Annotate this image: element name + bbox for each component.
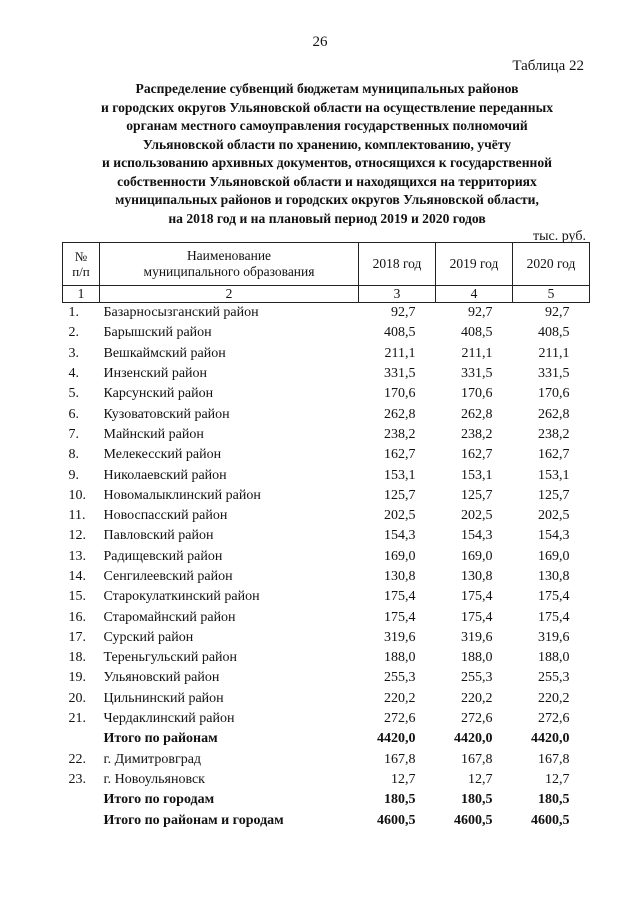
value-2018: 4420,0 [377,731,416,747]
header-number [63,243,100,286]
value-2018: 272,6 [384,711,416,727]
value-2020: 170,6 [538,386,570,402]
title-line: и городских округов Ульяновской области на осуществление переданных [101,99,553,115]
municipality-name: г. Новоульяновск [103,771,205,787]
column-index: 5 [513,286,590,303]
value-2018: 220,2 [384,690,416,706]
municipality-name: Итого по городам [103,792,215,808]
table-row [63,384,590,404]
value-2018: 92,7 [391,305,416,321]
value-2018: 130,8 [384,569,416,584]
table-row [63,607,590,627]
value-2019: 175,4 [461,609,493,625]
value-2018: 255,3 [384,670,416,686]
value-2019: 125,7 [461,487,493,503]
column-index: 1 [63,286,100,303]
value-2020: 167,8 [538,751,570,767]
row-number: 12. [68,528,86,544]
table-row [63,648,590,668]
value-2019: 162,7 [461,447,493,463]
value-2018: 125,7 [384,487,416,503]
value-2019: 211,1 [461,345,493,361]
column-index: 4 [436,286,513,303]
row-number: 15. [68,589,86,605]
municipality-name: Тереньгульский район [103,650,238,666]
municipality-name: Мелекесский район [103,447,222,463]
header-2019: 2019 год [436,243,513,286]
row-number [63,729,100,749]
municipality-name: Радищевский район [103,548,223,564]
municipality-name: г. Димитровград [103,751,202,767]
value-2019: 130,8 [461,569,493,584]
municipality-name: Сенгилеевский район [103,569,233,584]
total-row [63,810,590,830]
municipality-name: Инзенский район [103,366,208,382]
value-2019: 4600,5 [454,812,493,828]
value-2018: 12,7 [391,771,416,787]
table-row [63,587,590,607]
municipality-name: Итого по районам [103,731,218,747]
table-row [63,344,590,364]
document-title [62,80,592,228]
row-number: 16. [68,609,86,625]
value-2019: 220,2 [461,690,493,706]
row-number [63,810,100,830]
value-2018: 167,8 [384,751,416,767]
table-row [63,628,590,648]
subvention-table [62,242,590,831]
value-2020: 162,7 [538,447,570,463]
table-row [63,323,590,343]
row-number [63,790,100,810]
table-row [63,547,590,567]
value-2018: 175,4 [384,609,416,625]
value-2018: 175,4 [384,589,416,605]
value-2019: 408,5 [461,325,493,341]
header-number-line1: № [74,249,88,264]
municipality-name: Итого по районам и городам [103,812,284,828]
value-2018: 154,3 [384,528,416,544]
value-2020: 180,5 [538,792,570,808]
total-row [63,790,590,810]
value-2020: 255,3 [538,670,570,686]
row-number: 22. [68,751,86,767]
row-number: 14. [68,569,86,584]
header-number-line2: п/п [72,264,90,279]
municipality-name: Базарносызганский район [103,305,259,321]
column-index: 2 [100,286,359,303]
value-2019: 170,6 [461,386,493,402]
row-number: 5. [68,386,79,402]
row-number: 19. [68,670,86,686]
value-2018: 188,0 [384,650,416,666]
column-index: 3 [359,286,436,303]
header-name [100,243,359,286]
value-2020: 202,5 [538,508,570,524]
title-line: Ульяновской области по хранению, комплектованию, учёту [142,136,512,152]
value-2019: 12,7 [468,771,493,787]
municipality-name: Вешкаймский район [103,345,226,361]
value-2020: 4420,0 [531,731,570,747]
value-2020: 262,8 [538,406,570,422]
table-row [63,425,590,445]
title-line: муниципальных районов и городских округов Ульяновской области, [115,192,539,207]
table-row [63,709,590,729]
value-2020: 154,3 [538,528,570,544]
table-row [63,404,590,424]
value-2020: 331,5 [538,366,570,382]
table-row [63,506,590,526]
value-2020: 175,4 [538,589,570,605]
value-2019: 92,7 [468,305,493,321]
value-2019: 255,3 [461,670,493,686]
value-2019: 188,0 [461,650,493,666]
units-label: тыс. руб. [533,229,586,244]
value-2020: 319,6 [538,629,570,645]
value-2019: 238,2 [461,426,493,442]
row-number: 23. [68,771,86,787]
value-2019: 262,8 [461,406,493,422]
table-row [63,445,590,465]
municipality-name: Майнский район [103,426,204,442]
row-number: 17. [68,629,86,645]
value-2018: 180,5 [384,792,416,808]
table-row [63,486,590,506]
value-2018: 211,1 [384,345,416,361]
row-number: 9. [68,467,79,483]
row-number: 3. [68,345,79,361]
value-2019: 319,6 [461,629,493,645]
row-number: 1. [68,305,79,321]
row-number: 13. [68,548,86,564]
table-row [63,526,590,546]
value-2019: 153,1 [461,467,493,483]
total-row [63,729,590,749]
municipality-name: Павловский район [103,528,214,544]
value-2020: 4600,5 [531,812,570,828]
value-2019: 331,5 [461,366,493,382]
value-2020: 211,1 [538,345,570,361]
value-2020: 12,7 [545,771,570,787]
municipality-name: Николаевский район [103,467,227,483]
table-row [63,303,590,324]
value-2019: 154,3 [461,528,493,544]
value-2019: 167,8 [461,751,493,767]
value-2019: 4420,0 [454,731,493,747]
municipality-name: Барышский район [103,325,212,341]
row-number: 18. [68,650,86,666]
value-2020: 153,1 [538,467,570,483]
value-2019: 169,0 [461,548,493,564]
title-line: собственности Ульяновской области и находящихся на территориях [117,173,537,189]
value-2020: 169,0 [538,548,570,564]
title-line: и использованию архивных документов, относящихся к государственной [102,155,552,170]
value-2020: 92,7 [545,305,570,321]
table-row [63,364,590,384]
table-label: Таблица 22 [512,58,584,74]
value-2020: 125,7 [538,487,570,503]
table-row [63,567,590,587]
table-row [63,668,590,688]
municipality-name: Старомайнский район [103,609,236,625]
row-number: 2. [68,325,79,341]
row-number: 21. [68,711,86,727]
value-2020: 238,2 [538,426,570,442]
value-2019: 272,6 [461,711,493,727]
table-row [63,689,590,709]
value-2018: 153,1 [384,467,416,483]
row-number: 10. [68,487,86,503]
municipality-name: Карсунский район [103,386,214,402]
header-row [63,243,590,286]
municipality-name: Чердаклинский район [103,711,235,727]
value-2020: 130,8 [538,569,570,584]
value-2018: 4600,5 [377,812,416,828]
municipality-name: Цильнинский район [103,690,224,706]
row-number: 20. [68,690,86,706]
column-index-row [63,286,590,303]
row-number: 4. [68,366,79,382]
value-2018: 202,5 [384,508,416,524]
header-2020: 2020 год [513,243,590,286]
municipality-name: Сурский район [103,629,194,645]
value-2020: 175,4 [538,609,570,625]
value-2019: 175,4 [461,589,493,605]
municipality-name: Новоспасский район [103,508,228,524]
municipality-name: Старокулаткинский район [103,589,260,605]
header-name-line2: муниципального образования [143,264,315,279]
header-name-line1: Наименование [186,248,272,263]
value-2018: 408,5 [384,325,416,341]
title-line: на 2018 год и на плановый период 2019 и 2020 годов [168,210,486,226]
title-line: органам местного самоуправления государственных полномочий [126,118,528,133]
value-2018: 262,8 [384,406,416,422]
value-2019: 180,5 [461,792,493,808]
row-number: 11. [68,508,86,524]
value-2020: 220,2 [538,690,570,706]
value-2018: 170,6 [384,386,416,402]
value-2018: 331,5 [384,366,416,382]
table-row [63,750,590,770]
row-number: 6. [68,406,79,422]
value-2018: 319,6 [384,629,416,645]
page-number: 26 [312,34,328,50]
value-2020: 272,6 [538,711,570,727]
table-row [63,465,590,485]
header-2018: 2018 год [359,243,436,286]
value-2020: 408,5 [538,325,570,341]
title-line: Распределение субвенций бюджетам муниципальных районов [135,81,519,96]
value-2018: 169,0 [384,548,416,564]
municipality-name: Ульяновский район [103,670,220,686]
table-body [63,303,590,831]
table-row [63,770,590,790]
row-number: 7. [68,426,79,442]
value-2020: 188,0 [538,650,570,666]
municipality-name: Новомалыклинский район [103,487,261,503]
value-2018: 162,7 [384,447,416,463]
municipality-name: Кузоватовский район [103,406,230,422]
row-number: 8. [68,447,79,463]
value-2018: 238,2 [384,426,416,442]
value-2019: 202,5 [461,508,493,524]
